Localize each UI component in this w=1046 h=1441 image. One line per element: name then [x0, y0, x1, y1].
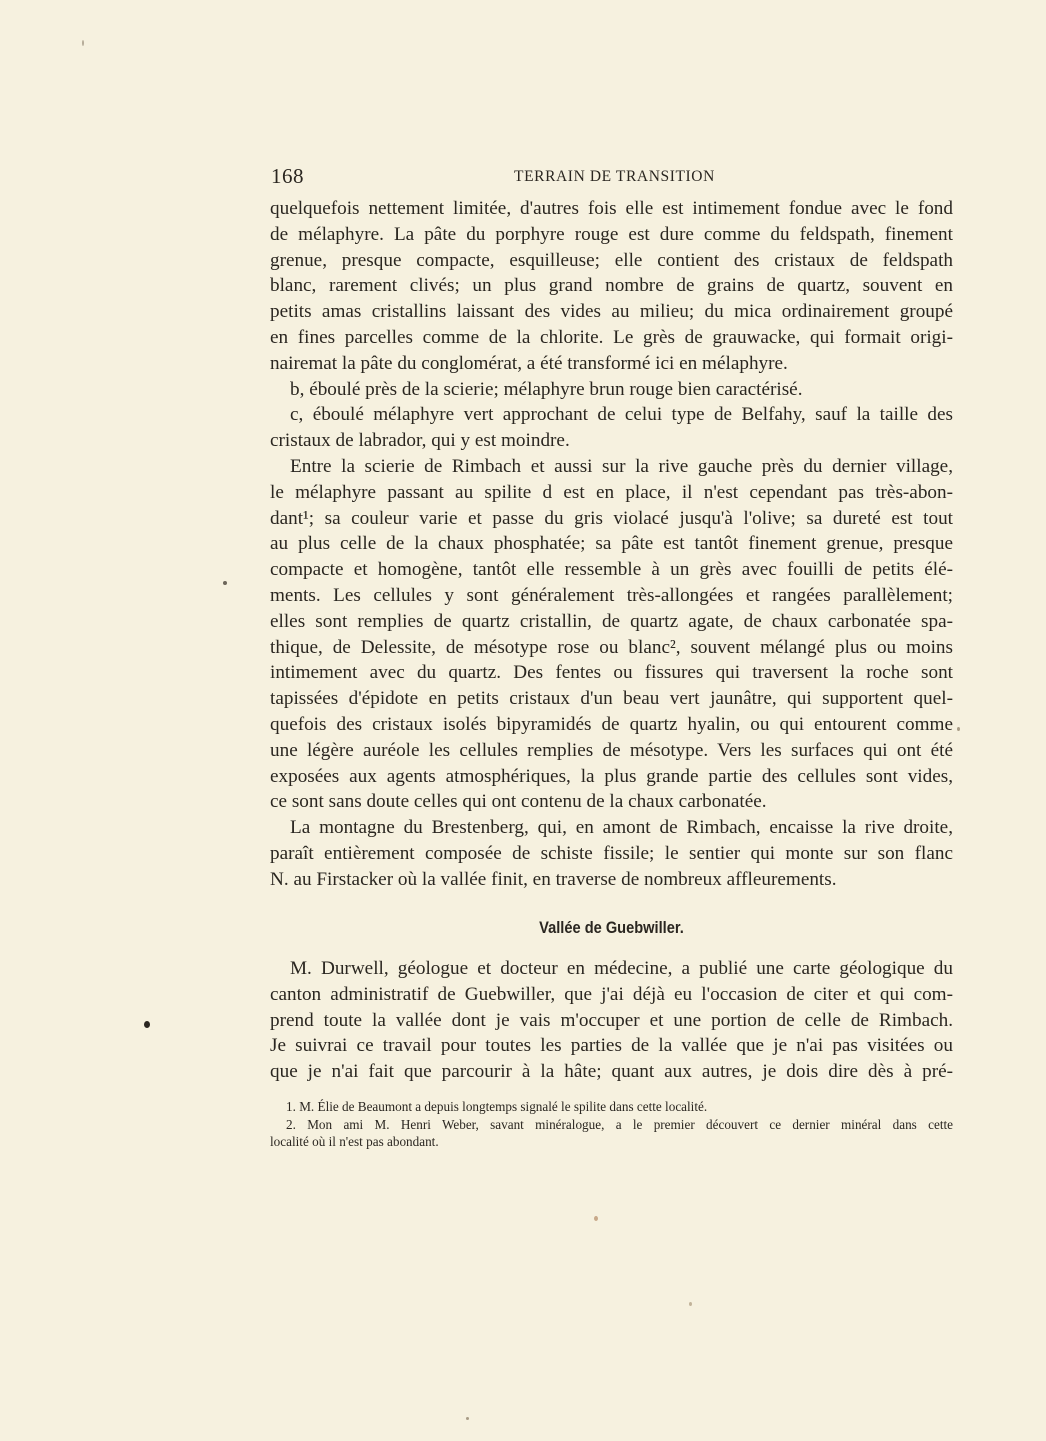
footnote: 2. Mon ami M. Henri Weber, savant minéralogue, a le premier découvert ce dernier minéral dans cette: [286, 1116, 953, 1132]
text-line: blanc, rarement clivés; un plus grand nombre de grains de quartz, souvent en: [270, 275, 953, 297]
text-line: le mélaphyre passant au spilite d est en place, il n'est cependant pas très-abon-: [270, 481, 953, 503]
text-line: b, éboulé près de la scierie; mélaphyre brun rouge bien caractérisé.: [290, 378, 803, 400]
text-line: thique, de Delessite, de mésotype rose ou blanc², souvent mélangé plus ou moins: [270, 636, 953, 658]
running-head: TERRAIN DE TRANSITION: [514, 168, 715, 185]
text-line: une légère auréole les cellules remplies de mésotype. Vers les surfaces qui ont été: [270, 739, 953, 761]
text-line: Entre la scierie de Rimbach et aussi sur la rive gauche près du dernier village,: [290, 455, 953, 477]
paragraph: [270, 815, 953, 892]
footnote-continuation: localité où il n'est pas abondant.: [270, 1134, 439, 1149]
paper-speck: [689, 1302, 692, 1306]
text-line: exposées aux agents atmosphériques, la plus grande partie des cellules sont vides,: [270, 765, 953, 787]
text-line: N. au Firstacker où la vallée finit, en traverse de nombreux affleurements.: [270, 868, 837, 890]
list-item-b: [270, 377, 953, 403]
text-line: quefois des cristaux isolés bipyramidés de quartz hyalin, ou qui entourent comme: [270, 713, 953, 735]
body-text-upper: [270, 196, 953, 893]
paragraph: [270, 196, 953, 377]
text-line: de mélaphyre. La pâte du porphyre rouge est dure comme du feldspath, finement: [270, 223, 953, 245]
text-line: que je n'ai fait que parcourir à la hâte; quant aux autres, je dois dire dès à pré-: [270, 1061, 953, 1083]
text-line: paraît entièrement composée de schiste fissile; le sentier qui monte sur son flanc: [270, 842, 953, 864]
text-line: Je suivrai ce travail pour toutes les parties de la vallée que je n'ai pas visitées ou: [270, 1035, 953, 1057]
text-line: dant¹; sa couleur varie et passe du gris violacé jusqu'à l'olive; sa dureté est tout: [270, 507, 953, 529]
body-text-lower: [270, 956, 953, 1085]
text-line: ce sont sans doute celles qui ont contenu de la chaux carbonatée.: [270, 791, 767, 813]
text-line: cristaux de labrador, qui y est moindre.: [270, 430, 570, 452]
text-line: elles sont remplies de quartz cristallin, de quartz agate, de chaux carbonatée spa-: [270, 610, 953, 632]
paper-speck: [957, 727, 960, 731]
paper-speck: [82, 40, 84, 46]
list-item-c: [270, 402, 953, 454]
text-line: en fines parcelles comme de la chlorite. Le grès de grauwacke, qui formait origi-: [270, 326, 953, 348]
paper-speck: [144, 1021, 150, 1028]
paragraph: [270, 454, 953, 815]
text-line: nairemat la pâte du conglomérat, a été transformé ici en mélaphyre.: [270, 352, 788, 374]
text-line: prend toute la vallée dont je vais m'occuper et une portion de celle de Rimbach.: [270, 1009, 953, 1031]
paper-speck: [466, 1417, 469, 1420]
text-line: ments. Les cellules y sont généralement très-allongées et rangées parallèlement;: [270, 584, 953, 606]
text-line: au plus celle de la chaux phosphatée; sa pâte est tantôt finement grenue, presque: [270, 533, 953, 555]
text-line: La montagne du Brestenberg, qui, en amont de Rimbach, encaisse la rive droite,: [290, 817, 953, 839]
text-line: quelquefois nettement limitée, d'autres fois elle est intimement fondue avec le fond: [270, 198, 953, 219]
text-line: M. Durwell, géologue et docteur en médecine, a publié une carte géologique du: [290, 958, 953, 979]
paper-speck: [594, 1216, 598, 1221]
text-line: tapissées d'épidote en petits cristaux d'un beau vert jaunâtre, qui supportent quel-: [270, 688, 953, 710]
text-line: compacte et homogène, tantôt elle ressemble à un grès avec fouilli de petits élé-: [270, 559, 953, 581]
page-number: 168: [271, 164, 304, 188]
text-line: intimement avec du quartz. Des fentes ou fissures qui traversent la roche sont: [270, 662, 953, 684]
paper-speck: [223, 581, 227, 585]
paragraph: [270, 956, 953, 1085]
text-line: grenue, presque compacte, esquilleuse; elle contient des cristaux de feldspath: [270, 249, 953, 271]
section-title: Vallée de Guebwiller.: [539, 918, 684, 937]
text-line: c, éboulé mélaphyre vert approchant de celui type de Belfahy, sauf la taille des: [290, 404, 953, 426]
page-header: [271, 164, 953, 188]
text-line: canton administratif de Guebwiller, que j'ai déjà eu l'occasion de citer et qui com-: [270, 983, 953, 1005]
footnote: 1. M. Élie de Beaumont a depuis longtemps signalé le spilite dans cette localité.: [286, 1099, 708, 1114]
text-line: petits amas cristallins laissant des vides au milieu; du mica ordinairement groupé: [270, 301, 953, 323]
footnotes: [270, 1098, 953, 1151]
